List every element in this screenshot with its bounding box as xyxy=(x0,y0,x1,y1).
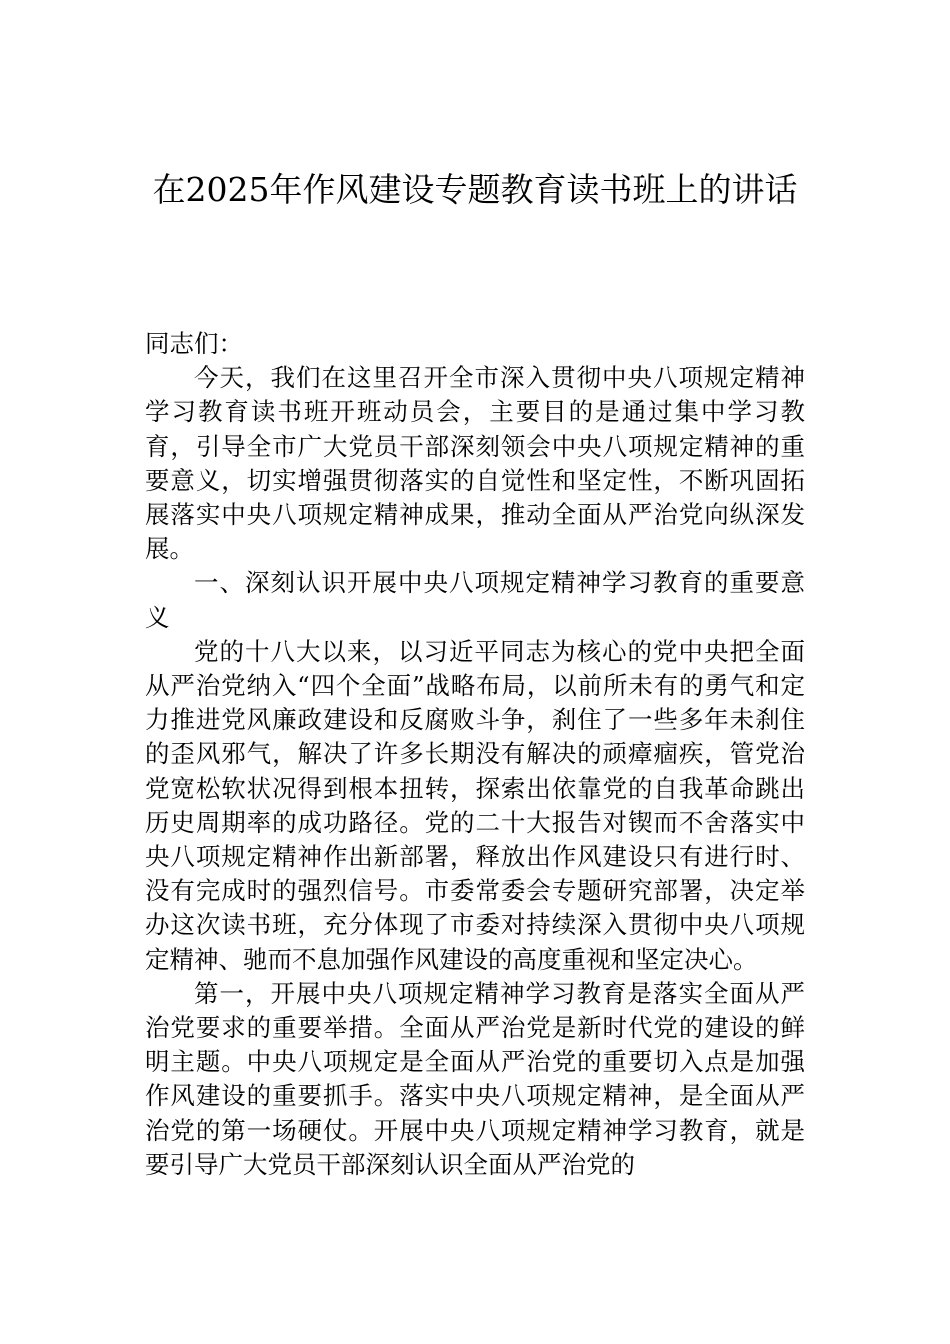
salutation: 同志们： xyxy=(145,329,243,358)
paragraph-intro: 今天，我们在这里召开全市深入贯彻中央八项规定精神学习教育读书班开班动员会，主要目的是通过集中学习教育，引导全市广大党员干部深刻领会中央八项规定精神的重要意义，切实增强贯彻落实的自觉性和坚定性，不断巩固拓展落实中央八项规定精神成果，推动全面从严治党向纵深发展。 xyxy=(145,363,805,564)
paragraph-background: 党的十八大以来，以习近平同志为核心的党中央把全面从严治党纳入“四个全面”战略布局，以前所未有的勇气和定力推进党风廉政建设和反腐败斗争，刹住了一些多年未刹住的歪风邪气，解决了许多长期没有解决的顽瘴痼疾，管党治党宽松软状况得到根本扭转，探索出依靠党的自我革命跳出历史周期率的成功路径。党的二十大报告对锲而不舍落实中央八项规定精神作出新部署，释放出作风建设只有进行时、没有完成时的强烈信号。市委常委会专题研究部署，决定举办这次读书班，充分体现了市委对持续深入贯彻中央八项规定精神、驰而不息加强作风建设的高度重视和坚定决心。 xyxy=(145,636,805,974)
document-body xyxy=(145,327,805,1182)
paragraph-first-point: 第一，开展中央八项规定精神学习教育是落实全面从严治党要求的重要举措。全面从严治党是新时代党的建设的鲜明主题。中央八项规定是全面从严治党的重要切入点是加强作风建设的重要抓手。落实中央八项规定精神，是全面从严治党的第一场硬仗。开展中央八项规定精神学习教育，就是要引导广大党员干部深刻认识全面从严治党的 xyxy=(145,978,805,1179)
section-heading: 一、深刻认识开展中央八项规定精神学习教育的重要意义 xyxy=(145,568,805,632)
document-title: 在2025年作风建设专题教育读书班上的讲话 xyxy=(152,170,798,209)
